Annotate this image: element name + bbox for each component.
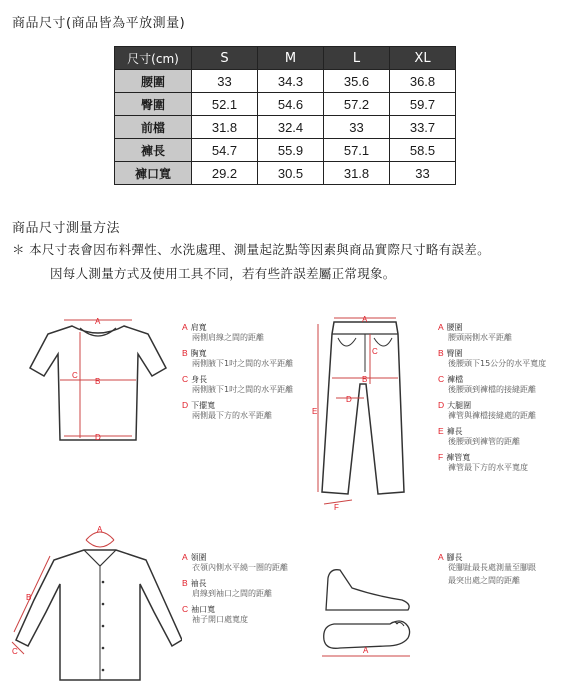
table-row bbox=[115, 93, 456, 116]
measurement-note-line2: 因每人測量方式及使用工具不同，若有些許誤差屬正常現象。 bbox=[50, 266, 396, 281]
legend-item: A 腰圍 腰頭兩側水平距離 bbox=[438, 322, 512, 342]
table-cell: 36.8 bbox=[390, 70, 456, 93]
legend-item: A 腳長 從腳趾最長處測量至腳跟 最突出處之間的距離 bbox=[438, 552, 536, 585]
table-row bbox=[115, 139, 456, 162]
pants-illustration bbox=[312, 314, 412, 510]
legend-item: C 袖口寬 袖子開口處寬度 bbox=[182, 604, 248, 624]
shirt-mark-a: A bbox=[97, 525, 103, 534]
table-cell: 33 bbox=[192, 70, 258, 93]
pants-mark-a: A bbox=[362, 315, 368, 324]
row-label: 腰圍 bbox=[115, 70, 192, 93]
legend-item: F 褲管寬 褲管最下方的水平寬度 bbox=[438, 452, 528, 472]
legend-item: A 領圍 衣領內側水平繞一圈的距離 bbox=[182, 552, 288, 572]
table-cell: 55.9 bbox=[258, 139, 324, 162]
table-cell: 31.8 bbox=[324, 162, 390, 185]
row-label: 褲長 bbox=[115, 139, 192, 162]
table-cell: 35.6 bbox=[324, 70, 390, 93]
table-cell: 33 bbox=[390, 162, 456, 185]
table-cell: 30.5 bbox=[258, 162, 324, 185]
table-cell: 31.8 bbox=[192, 116, 258, 139]
row-label: 褲口寬 bbox=[115, 162, 192, 185]
legend-item: B 袖長 肩線到袖口之間的距離 bbox=[182, 578, 272, 598]
measurement-note-line1: ＊ 本尺寸表會因布料彈性、水洗處理、測量起訖點等因素與商品實際尺寸略有誤差。 bbox=[12, 242, 490, 257]
header-size-m: M bbox=[258, 47, 324, 70]
table-cell: 33 bbox=[324, 116, 390, 139]
table-cell: 57.1 bbox=[324, 139, 390, 162]
size-section-title: 商品尺寸(商品皆為平放測量) bbox=[12, 16, 186, 31]
legend-item: A 肩寬 兩側肩線之間的距離 bbox=[182, 322, 264, 342]
table-cell: 33.7 bbox=[390, 116, 456, 139]
table-cell: 57.2 bbox=[324, 93, 390, 116]
foot-legend bbox=[438, 552, 536, 591]
table-cell: 34.3 bbox=[258, 70, 324, 93]
pants-mark-c: C bbox=[372, 347, 378, 356]
table-row bbox=[115, 162, 456, 185]
pants-mark-f: F bbox=[334, 503, 339, 510]
table-row bbox=[115, 70, 456, 93]
tshirt-mark-c: C bbox=[72, 371, 78, 380]
header-size-s: S bbox=[192, 47, 258, 70]
foot-illustration bbox=[316, 560, 416, 664]
legend-item: B 胸寬 兩側腋下1吋之間的水平距離 bbox=[182, 348, 294, 368]
table-row bbox=[115, 116, 456, 139]
table-cell: 54.6 bbox=[258, 93, 324, 116]
table-cell: 29.2 bbox=[192, 162, 258, 185]
pants-mark-d: D bbox=[346, 395, 352, 404]
legend-item: D 大腿圍 褲管與褲檔接縫處的距離 bbox=[438, 400, 536, 420]
row-label: 臀圍 bbox=[115, 93, 192, 116]
table-cell: 32.4 bbox=[258, 116, 324, 139]
method-section-title: 商品尺寸測量方法 bbox=[12, 221, 121, 236]
table-cell: 54.7 bbox=[192, 139, 258, 162]
legend-item: C 褲檔 後腰頭到褲檔的接縫距離 bbox=[438, 374, 536, 394]
legend-item: E 褲長 後腰頭到褲管的距離 bbox=[438, 426, 520, 446]
legend-item: D 下擺寬 兩側最下方的水平距離 bbox=[182, 400, 272, 420]
shirt-legend bbox=[182, 552, 288, 630]
table-cell: 59.7 bbox=[390, 93, 456, 116]
header-size-l: L bbox=[324, 47, 390, 70]
table-cell: 58.5 bbox=[390, 139, 456, 162]
tshirt-mark-b: B bbox=[95, 377, 101, 386]
shirt-illustration bbox=[6, 520, 182, 684]
shirt-mark-c: C bbox=[12, 647, 18, 656]
table-cell: 52.1 bbox=[192, 93, 258, 116]
header-unit: 尺寸(cm) bbox=[115, 47, 192, 70]
size-table-header bbox=[115, 47, 456, 70]
shirt-mark-b: B bbox=[26, 593, 32, 602]
legend-item: C 身長 兩側腋下1吋之間的水平距離 bbox=[182, 374, 294, 394]
foot-mark-a: A bbox=[363, 646, 369, 655]
row-label: 前檔 bbox=[115, 116, 192, 139]
tshirt-mark-d: D bbox=[95, 433, 101, 442]
tshirt-mark-a: A bbox=[95, 317, 101, 326]
tshirt-illustration bbox=[28, 312, 168, 452]
pants-legend bbox=[438, 322, 546, 478]
legend-item: B 臀圍 後腰頭下15公分的水平寬度 bbox=[438, 348, 547, 368]
tshirt-legend bbox=[182, 322, 293, 426]
size-table bbox=[114, 46, 456, 185]
pants-mark-e: E bbox=[312, 407, 318, 416]
pants-mark-b: B bbox=[362, 375, 368, 384]
header-size-xl: XL bbox=[390, 47, 456, 70]
